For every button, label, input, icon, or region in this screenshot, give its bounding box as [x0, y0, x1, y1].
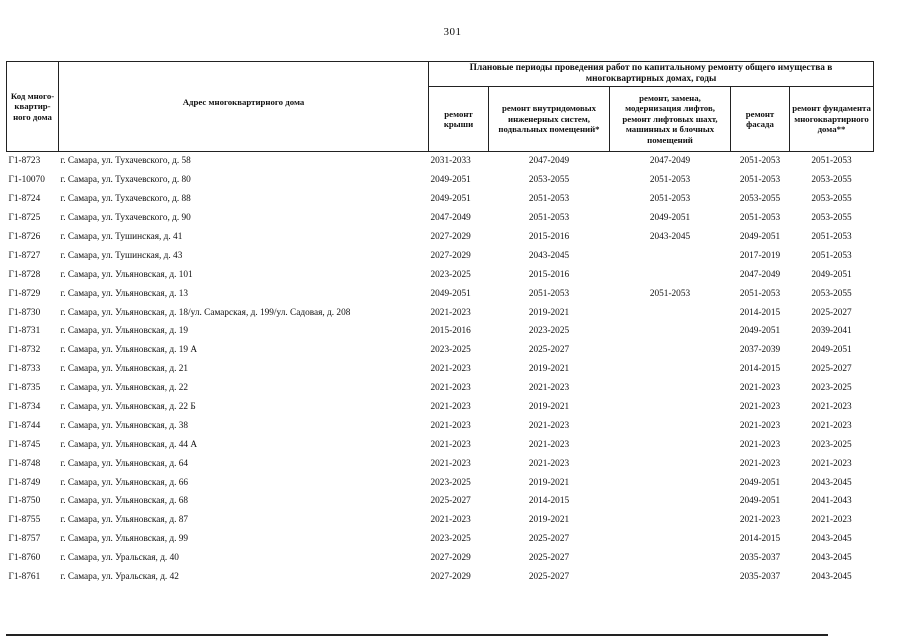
table-row [7, 398, 874, 417]
cell-facade: 2021-2023 [739, 402, 781, 413]
cell-foundation: 2021-2023 [811, 515, 852, 526]
cell-systems: 2021-2023 [528, 420, 570, 431]
cell-address: г. Самара, ул. Ульяновская, д. 13 [60, 288, 189, 299]
table-row [7, 246, 874, 265]
table-row [7, 416, 874, 435]
cell-lifts [610, 454, 731, 473]
cell-code: Г1-8724 [8, 194, 41, 205]
cell-lifts: 2051-2053 [649, 194, 691, 205]
cell-lifts [610, 341, 731, 360]
cell-address: г. Самара, ул. Ульяновская, д. 68 [60, 496, 189, 507]
cell-lifts [610, 473, 731, 492]
cell-address: г. Самара, ул. Ульяновская, д. 87 [60, 515, 189, 526]
cell-systems: 2025-2027 [528, 572, 570, 583]
cell-foundation: 2051-2053 [811, 156, 852, 167]
cell-roof: 2027-2029 [430, 572, 471, 583]
cell-address: г. Самара, ул. Тухачевского, д. 80 [60, 175, 191, 186]
cell-lifts [610, 379, 731, 398]
cell-foundation: 2043-2045 [811, 477, 852, 488]
cell-foundation: 2043-2045 [811, 572, 852, 583]
cell-roof: 2021-2023 [430, 420, 471, 431]
cell-foundation: 2053-2055 [811, 213, 852, 224]
cell-lifts [610, 246, 731, 265]
cell-lifts [610, 435, 731, 454]
cell-code: Г1-8727 [8, 250, 41, 261]
cell-address: г. Самара, ул. Ульяновская, д. 22 Б [60, 402, 196, 413]
cell-facade: 2049-2051 [739, 232, 781, 242]
cell-code: Г1-8728 [8, 269, 41, 280]
cell-systems: 2019-2021 [528, 477, 570, 488]
cell-address: г. Самара, ул. Ульяновская, д. 44 А [60, 439, 198, 450]
cell-systems: 2043-2045 [528, 250, 570, 261]
cell-lifts: 2049-2051 [649, 213, 691, 224]
cell-systems: 2051-2053 [528, 194, 570, 205]
table-row [7, 341, 874, 360]
cell-lifts [610, 549, 731, 568]
cell-systems: 2025-2027 [528, 345, 570, 356]
cell-roof: 2023-2025 [430, 477, 471, 488]
cell-lifts: 2051-2053 [649, 288, 691, 299]
cell-systems: 2015-2016 [528, 269, 570, 280]
cell-code: Г1-8731 [8, 326, 41, 337]
cell-code: Г1-8755 [8, 515, 41, 526]
cell-foundation: 2021-2023 [811, 402, 852, 413]
cell-roof: 2049-2051 [430, 288, 471, 299]
cell-roof: 2047-2049 [430, 213, 471, 224]
header-code: Код много-квартир-ного дома [7, 62, 59, 152]
cell-roof: 2021-2023 [430, 383, 471, 394]
cell-lifts [610, 530, 731, 549]
table-row [7, 379, 874, 398]
cell-lifts [610, 492, 731, 511]
cell-roof: 2021-2023 [430, 402, 471, 413]
cell-code: Г1-8725 [8, 213, 41, 224]
cell-systems: 2021-2023 [528, 439, 570, 450]
cell-facade: 2014-2015 [739, 307, 781, 318]
cell-address: г. Самара, ул. Ульяновская, д. 99 [60, 534, 189, 545]
cell-foundation: 2049-2051 [811, 345, 852, 356]
cell-systems: 2015-2016 [528, 232, 570, 242]
cell-address: г. Самара, ул. Ульяновская, д. 22 [60, 383, 189, 394]
cell-address: г. Самара, ул. Ульяновская, д. 38 [60, 420, 189, 431]
cell-foundation: 2053-2055 [811, 194, 852, 205]
cell-code: Г1-8749 [8, 477, 41, 488]
cell-roof: 2021-2023 [430, 307, 471, 318]
cell-lifts [610, 322, 731, 341]
table-row [7, 454, 874, 473]
table-row [7, 303, 874, 322]
cell-roof: 2023-2025 [430, 345, 471, 356]
cell-systems: 2025-2027 [528, 534, 570, 545]
cell-foundation: 2025-2027 [811, 364, 852, 375]
cell-code: Г1-8723 [8, 156, 41, 167]
table-row [7, 530, 874, 549]
cell-systems: 2019-2021 [528, 307, 570, 318]
table-body [7, 152, 874, 587]
cell-foundation: 2039-2041 [811, 326, 852, 337]
cell-facade: 2049-2051 [739, 326, 781, 337]
cell-address: г. Самара, ул. Тушинская, д. 41 [60, 232, 183, 242]
cell-roof: 2027-2029 [430, 553, 471, 564]
cell-code: Г1-8748 [8, 458, 41, 469]
cell-facade: 2053-2055 [739, 194, 781, 205]
header-foundation: ремонт фундамента многоквартирного дома** [790, 87, 874, 152]
cell-roof: 2021-2023 [430, 458, 471, 469]
repair-schedule-table [6, 61, 874, 586]
cell-address: г. Самара, ул. Тушинская, д. 43 [60, 250, 183, 261]
cell-systems: 2021-2023 [528, 458, 570, 469]
cell-foundation: 2025-2027 [811, 307, 852, 318]
cell-facade: 2014-2015 [739, 534, 781, 545]
cell-facade: 2051-2053 [739, 213, 781, 224]
header-address: Адрес многоквартирного дома [59, 62, 429, 152]
cell-roof: 2025-2027 [430, 496, 471, 507]
cell-systems: 2021-2023 [528, 383, 570, 394]
cell-systems: 2019-2021 [528, 364, 570, 375]
cell-foundation: 2023-2025 [811, 439, 852, 450]
cell-foundation: 2041-2043 [811, 496, 852, 507]
cell-foundation: 2053-2055 [811, 175, 852, 186]
table-row [7, 171, 874, 190]
cell-foundation: 2043-2045 [811, 534, 852, 545]
cell-code: Г1-8732 [8, 345, 41, 356]
cell-facade: 2035-2037 [739, 572, 781, 583]
cell-systems: 2051-2053 [528, 213, 570, 224]
cell-code: Г1-8760 [8, 553, 41, 564]
cell-systems: 2014-2015 [528, 496, 570, 507]
cell-roof: 2031-2033 [430, 156, 471, 167]
header-periods: Плановые периоды проведения работ по капитальному ремонту общего имущества в многоквартирных домах, годы [429, 62, 874, 87]
cell-systems: 2019-2021 [528, 515, 570, 526]
cell-facade: 2051-2053 [739, 175, 781, 186]
table-row [7, 209, 874, 228]
cell-address: г. Самара, ул. Уральская, д. 42 [60, 572, 179, 583]
cell-foundation: 2053-2055 [811, 288, 852, 299]
cell-roof: 2015-2016 [430, 326, 471, 337]
cell-facade: 2047-2049 [739, 269, 781, 280]
cell-address: г. Самара, ул. Ульяновская, д. 101 [60, 269, 193, 280]
cell-facade: 2021-2023 [739, 458, 781, 469]
header-facade: ремонт фасада [731, 87, 790, 152]
cell-code: Г1-8745 [8, 439, 41, 450]
cell-code: Г1-8730 [8, 307, 41, 318]
cell-foundation: 2051-2053 [811, 232, 852, 242]
cell-code: Г1-10070 [8, 175, 45, 186]
cell-code: Г1-8733 [8, 364, 41, 375]
cell-facade: 2049-2051 [739, 477, 781, 488]
cell-address: г. Самара, ул. Ульяновская, д. 18/ул. Самарская, д. 199/ул. Садовая, д. 208 [60, 307, 351, 318]
cell-address: г. Самара, ул. Тухачевского, д. 58 [60, 156, 191, 167]
cell-code: Г1-8744 [8, 420, 41, 431]
cell-code: Г1-8726 [8, 232, 41, 242]
cell-lifts: 2043-2045 [649, 232, 691, 242]
cell-foundation: 2049-2051 [811, 269, 852, 280]
cell-systems: 2051-2053 [528, 288, 570, 299]
cell-address: г. Самара, ул. Уральская, д. 40 [60, 553, 179, 564]
cell-facade: 2037-2039 [739, 345, 781, 356]
cell-facade: 2021-2023 [739, 420, 781, 431]
cell-facade: 2051-2053 [739, 156, 781, 167]
cell-roof: 2023-2025 [430, 269, 471, 280]
table-row [7, 473, 874, 492]
table-row [7, 568, 874, 587]
table-row [7, 190, 874, 209]
cell-roof: 2049-2051 [430, 175, 471, 186]
header-roof: ремонт крыши [429, 87, 489, 152]
cell-code: Г1-8734 [8, 402, 41, 413]
table-row [7, 322, 874, 341]
table-row [7, 284, 874, 303]
header-lifts: ремонт, замена, модернизация лифтов, ремонт лифтовых шахт, машинных и блочных помещений [610, 87, 731, 152]
cell-systems: 2023-2025 [528, 326, 570, 337]
cell-lifts [610, 416, 731, 435]
cell-foundation: 2023-2025 [811, 383, 852, 394]
cell-roof: 2021-2023 [430, 364, 471, 375]
cell-address: г. Самара, ул. Ульяновская, д. 21 [60, 364, 189, 375]
cell-facade: 2021-2023 [739, 383, 781, 394]
cell-code: Г1-8757 [8, 534, 41, 545]
cell-systems: 2047-2049 [528, 156, 570, 167]
cell-lifts [610, 303, 731, 322]
cell-systems: 2019-2021 [528, 402, 570, 413]
cell-facade: 2035-2037 [739, 553, 781, 564]
table-row [7, 228, 874, 247]
cell-facade: 2014-2015 [739, 364, 781, 375]
cell-code: Г1-8729 [8, 288, 41, 299]
cell-address: г. Самара, ул. Ульяновская, д. 64 [60, 458, 189, 469]
cell-lifts [610, 511, 731, 530]
table-header [7, 62, 874, 152]
cell-foundation: 2021-2023 [811, 458, 852, 469]
cell-facade: 2021-2023 [739, 515, 781, 526]
cell-roof: 2027-2029 [430, 232, 471, 242]
cell-address: г. Самара, ул. Ульяновская, д. 19 А [60, 345, 198, 356]
cell-roof: 2021-2023 [430, 515, 471, 526]
table-row [7, 265, 874, 284]
cell-lifts [610, 360, 731, 379]
cell-roof: 2021-2023 [430, 439, 471, 450]
cell-systems: 2053-2055 [528, 175, 570, 186]
cell-lifts [610, 568, 731, 587]
cell-facade: 2051-2053 [739, 288, 781, 299]
table-row [7, 435, 874, 454]
cell-address: г. Самара, ул. Ульяновская, д. 66 [60, 477, 189, 488]
table-row [7, 492, 874, 511]
cell-code: Г1-8735 [8, 383, 41, 394]
table-row [7, 511, 874, 530]
cell-code: Г1-8750 [8, 496, 41, 507]
cell-foundation: 2051-2053 [811, 250, 852, 261]
cell-roof: 2027-2029 [430, 250, 471, 261]
cell-foundation: 2021-2023 [811, 420, 852, 431]
cell-lifts [610, 398, 731, 417]
header-systems: ремонт внутридомовых инженерных систем, подвальных помещений* [489, 87, 610, 152]
cell-facade: 2049-2051 [739, 496, 781, 507]
page-number: 301 [443, 26, 462, 38]
cell-roof: 2049-2051 [430, 194, 471, 205]
table-row [7, 360, 874, 379]
cell-facade: 2021-2023 [739, 439, 781, 450]
cell-address: г. Самара, ул. Тухачевского, д. 90 [60, 213, 191, 224]
bottom-rule [6, 634, 828, 636]
cell-address: г. Самара, ул. Ульяновская, д. 19 [60, 326, 189, 337]
cell-systems: 2025-2027 [528, 553, 570, 564]
cell-lifts [610, 265, 731, 284]
cell-lifts: 2047-2049 [649, 156, 691, 167]
table-row [7, 549, 874, 568]
cell-roof: 2023-2025 [430, 534, 471, 545]
cell-lifts: 2051-2053 [649, 175, 691, 186]
cell-foundation: 2043-2045 [811, 553, 852, 564]
table-row [7, 152, 874, 171]
cell-address: г. Самара, ул. Тухачевского, д. 88 [60, 194, 191, 205]
cell-code: Г1-8761 [8, 572, 41, 583]
cell-facade: 2017-2019 [739, 250, 781, 261]
